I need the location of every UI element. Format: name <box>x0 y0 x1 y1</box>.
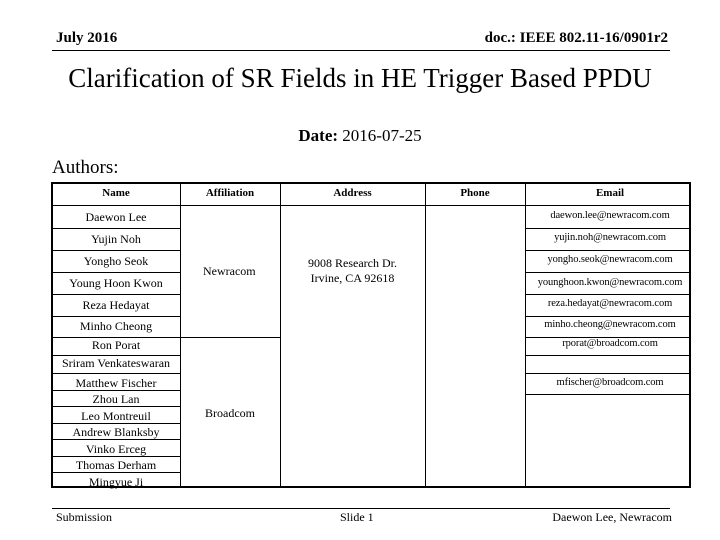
author-name: Leo Montreuil <box>81 409 151 423</box>
table-row-divider <box>52 272 180 273</box>
address-line-1: 9008 Research Dr. <box>308 256 397 270</box>
author-name: Sriram Venkateswaran <box>61 356 171 370</box>
author-name: Vinko Erceg <box>85 442 147 456</box>
author-name: Thomas Derham <box>75 458 157 472</box>
author-email: younghoon.kwon@newracom.com <box>537 277 683 288</box>
table-row-divider <box>525 272 690 273</box>
author-name: Ron Porat <box>91 338 141 352</box>
affiliation-broadcom: Broadcom <box>205 406 255 420</box>
table-row-divider <box>525 373 690 374</box>
author-name: Reza Hedayat <box>82 298 150 312</box>
header-date: July 2016 <box>56 30 118 46</box>
author-email: rporat@broadcom.com <box>562 338 658 349</box>
table-row-divider <box>525 394 690 395</box>
table-row-divider <box>525 316 690 317</box>
footer-author: Daewon Lee, Newracom <box>552 510 672 524</box>
table-row-divider <box>52 373 180 374</box>
col-header-email: Email <box>595 187 625 199</box>
table-row-divider <box>180 337 280 338</box>
date-value: 2016-07-25 <box>342 126 422 145</box>
author-email: daewon.lee@newracom.com <box>550 210 670 221</box>
author-name: Mingyue Ji <box>88 475 144 489</box>
col-header-phone: Phone <box>460 187 490 199</box>
address-line-2: Irvine, CA 92618 <box>310 271 395 285</box>
author-email: mfischer@broadcom.com <box>556 377 664 388</box>
author-name: Andrew Blanksby <box>72 425 160 439</box>
table-col-divider <box>425 184 426 488</box>
col-header-address: Address <box>333 187 372 199</box>
table-col-divider <box>180 184 181 488</box>
author-name: Minho Cheong <box>79 319 153 333</box>
author-name: Matthew Fischer <box>75 376 157 390</box>
author-email: minho.cheong@newracom.com <box>544 319 676 330</box>
header-doc-id: doc.: IEEE 802.11-16/0901r2 <box>484 30 668 46</box>
author-name: Yongho Seok <box>83 254 149 268</box>
table-row-divider <box>52 294 180 295</box>
table-row-divider <box>52 316 180 317</box>
table-col-divider <box>525 184 526 488</box>
author-name: Young Hoon Kwon <box>69 276 163 290</box>
footer-slide-number: Slide 1 <box>340 510 374 524</box>
table-row-divider <box>525 355 690 356</box>
address <box>280 256 425 286</box>
author-email: yujin.noh@newracom.com <box>554 232 666 243</box>
footer-submission: Submission <box>56 510 113 524</box>
col-header-affiliation: Affiliation <box>205 187 255 199</box>
header-divider <box>52 50 670 51</box>
author-email: reza.hedayat@newracom.com <box>547 298 673 309</box>
table-row-divider <box>525 294 690 295</box>
table-row-divider <box>52 205 690 206</box>
slide-title: Clarification of SR Fields in HE Trigger Based PPDU <box>68 63 652 93</box>
author-name: Yujin Noh <box>91 232 141 246</box>
slide-date <box>0 126 720 146</box>
authors-label: Authors: <box>52 157 119 178</box>
col-header-name: Name <box>102 187 130 199</box>
footer-divider <box>52 508 670 509</box>
table-row-divider <box>52 228 180 229</box>
table-row-divider <box>52 250 180 251</box>
table-row-divider <box>525 228 690 229</box>
author-name: Zhou Lan <box>92 392 140 406</box>
table-col-divider <box>280 184 281 488</box>
author-email: yongho.seok@newracom.com <box>547 254 673 265</box>
affiliation-newracom: Newracom <box>203 264 256 278</box>
author-name: Daewon Lee <box>85 210 147 224</box>
date-label: Date: <box>298 126 339 145</box>
table-row-divider <box>525 250 690 251</box>
